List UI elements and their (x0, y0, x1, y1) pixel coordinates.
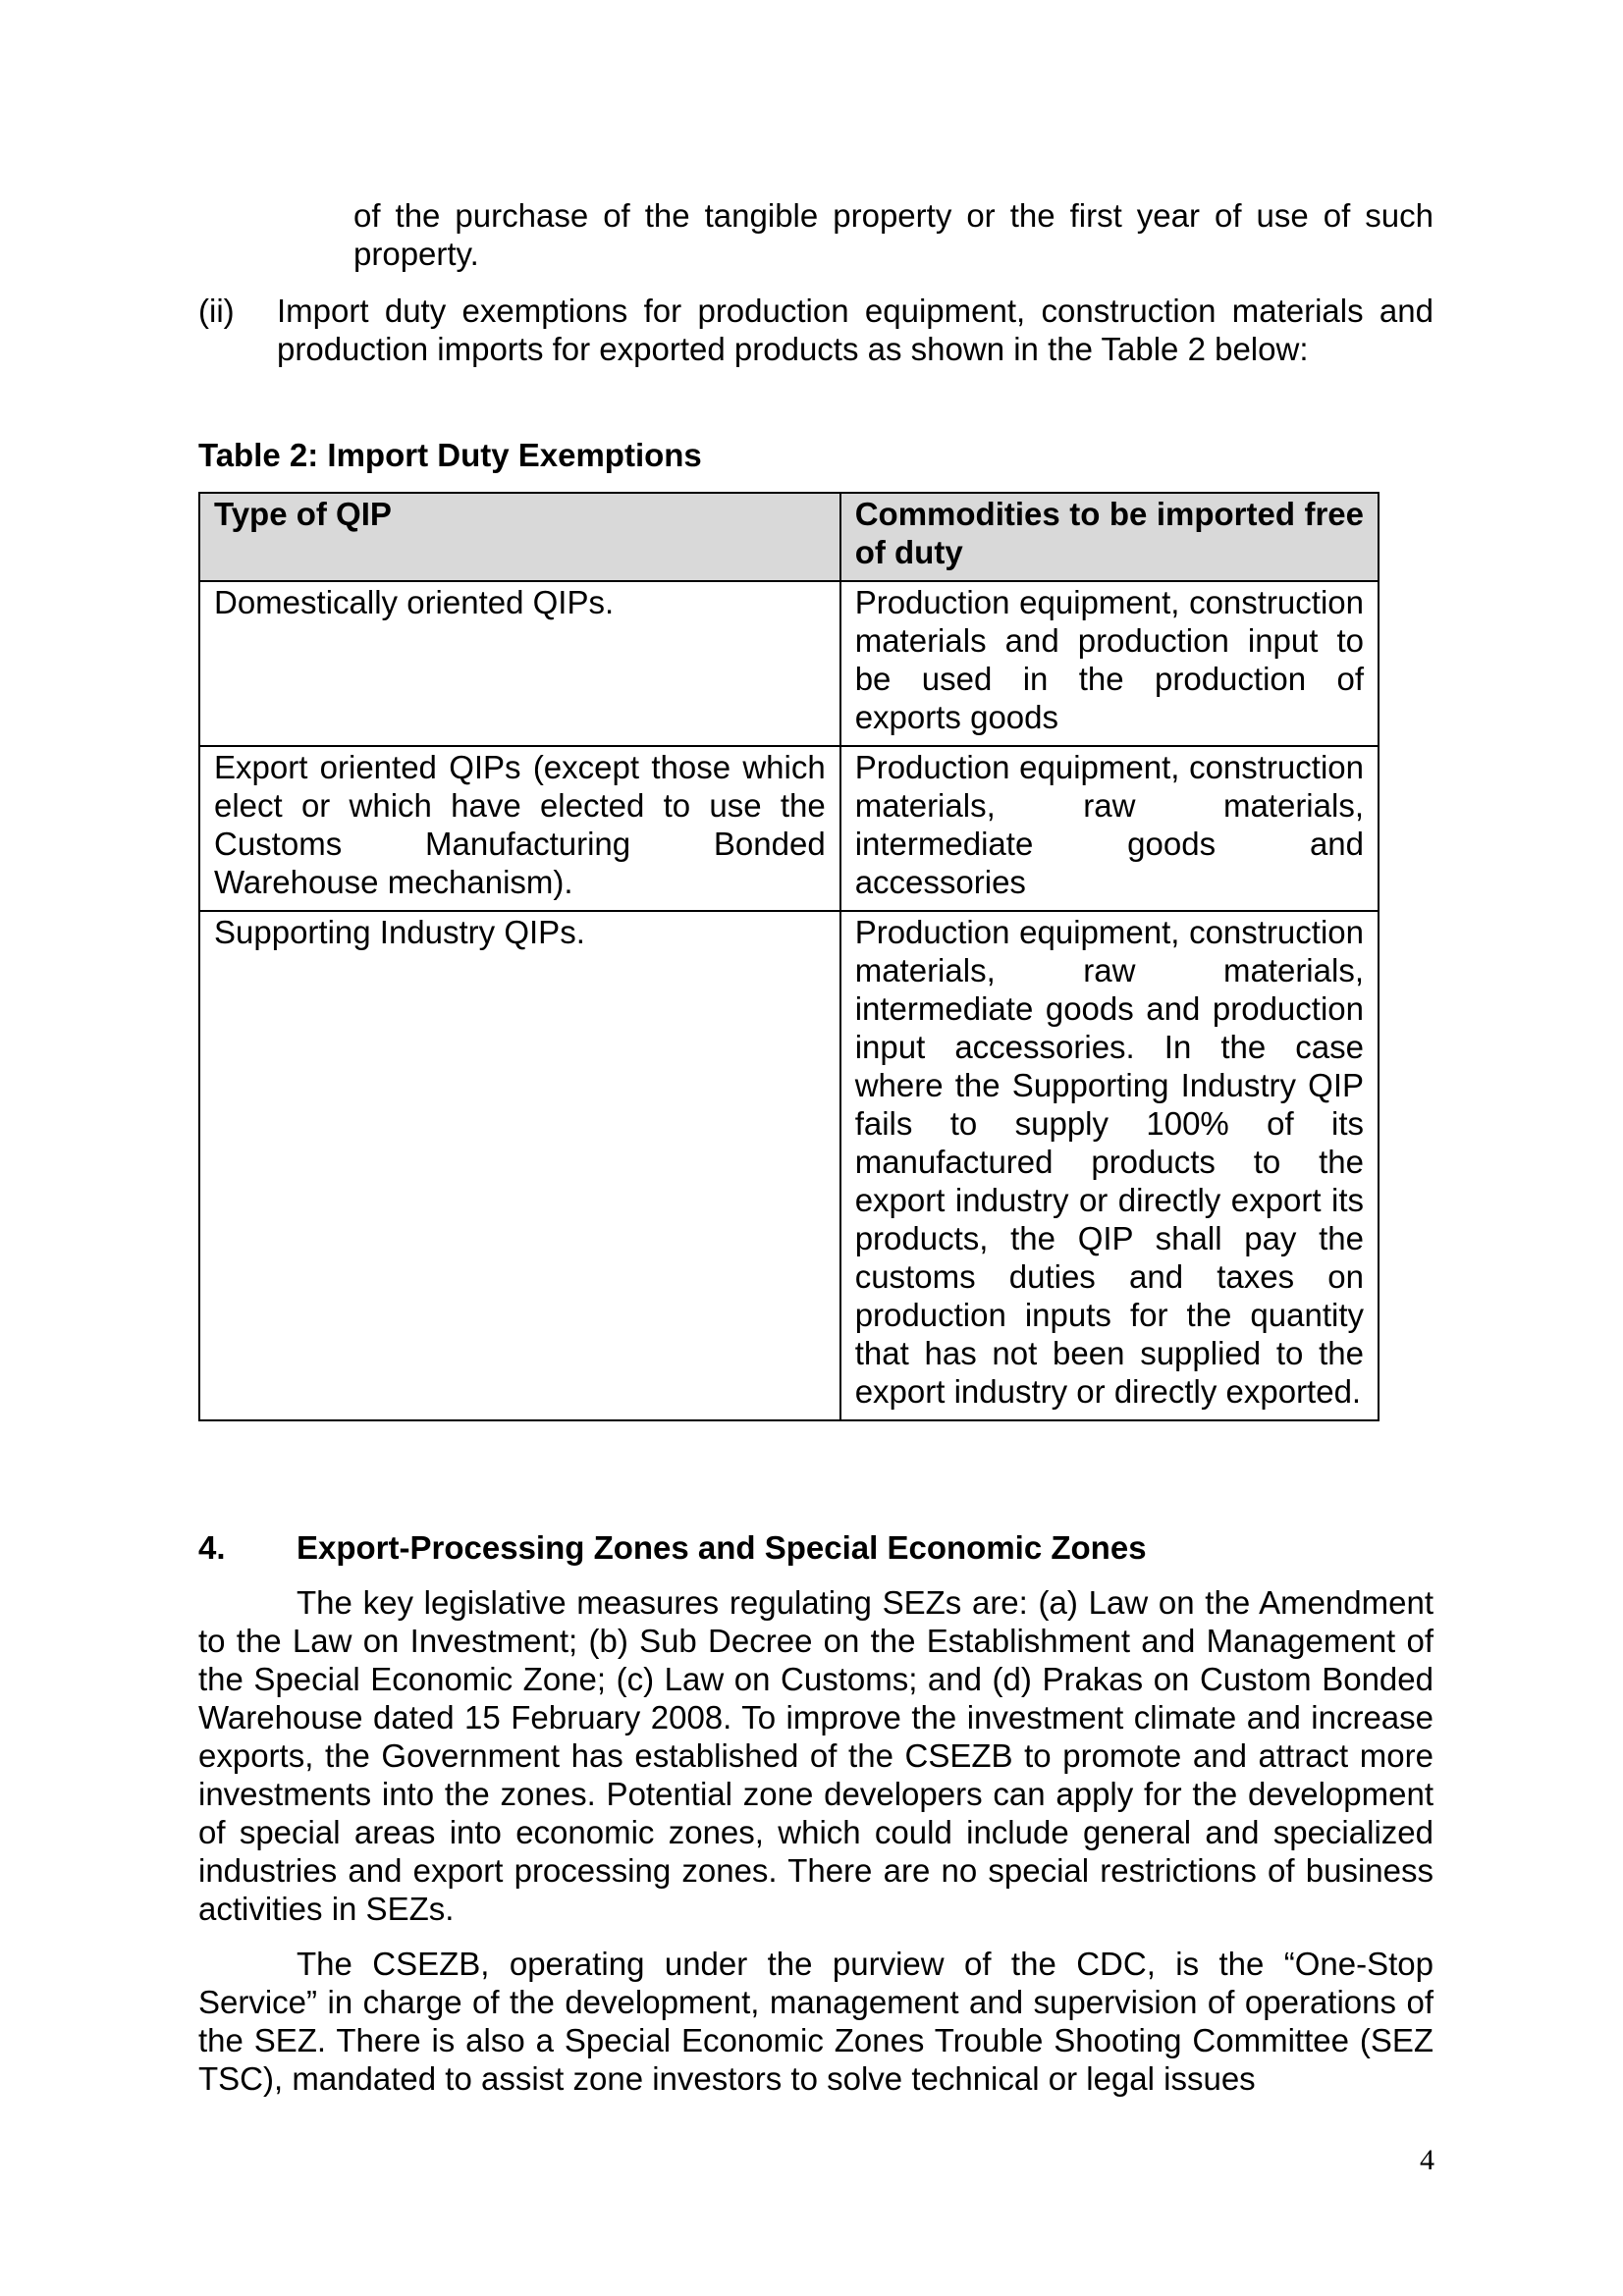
table-header-commodities: Commodities to be imported free of duty (840, 493, 1379, 581)
section-number: 4. (198, 1529, 226, 1566)
table-cell-type: Domestically oriented QIPs. (199, 581, 840, 746)
body-paragraph: The CSEZB, operating under the purview of the CDC, is the “One-Stop Service” in charge of the development, management and supervision of operations of the SEZ. There is also a Special Economic Zones Trouble Shooting Committee (SEZ TSC), mandated to assist zone investors to solve technical or legal issues (198, 1946, 1434, 2097)
table-cell-type: Export oriented QIPs (except those which elect or which have elected to use the Customs Manufacturing Bonded Warehouse mechanism). (199, 746, 840, 911)
table-header-row (199, 493, 1379, 581)
table-cell-commodities: Production equipment, construction materials, raw materials, intermediate goods and accessories (840, 746, 1379, 911)
section-heading (198, 1528, 1147, 1567)
table-cell-commodities: Production equipment, construction materials and production input to be used in the production of exports goods (840, 581, 1379, 746)
section-title: Export-Processing Zones and Special Economic Zones (297, 1529, 1147, 1566)
table-row (199, 911, 1379, 1420)
import-duty-table (198, 492, 1380, 1421)
continuation-paragraph: of the purchase of the tangible property or the first year of use of such property. (353, 197, 1434, 272)
table-row (199, 746, 1379, 911)
table-row (199, 581, 1379, 746)
table-header-type: Type of QIP (199, 493, 840, 581)
table-cell-type: Supporting Industry QIPs. (199, 911, 840, 1420)
table-cell-commodities: Production equipment, construction materials, raw materials, intermediate goods and production input accessories. In the case where the Supporting Industry QIP fails to supply 100% of its manufactured products to the export industry or directly export its products, the QIP shall pay the customs duties and taxes on production inputs for the quantity that has not been supplied to the export industry or directly exported. (840, 911, 1379, 1420)
list-item-text: Import duty exemptions for production equipment, construction materials and production imports for exported products as shown in the Table 2 below: (277, 293, 1434, 367)
list-item-number: (ii) (198, 293, 235, 329)
table-caption: Table 2: Import Duty Exemptions (198, 437, 702, 473)
page-number: 4 (1420, 2144, 1434, 2176)
body-paragraph: The key legislative measures regulating SEZs are: (a) Law on the Amendment to the Law on Investment; (b) Sub Decree on the Establishment and Management of the Special Economic Zone; (c) Law on Customs; and (d) Prakas on Custom Bonded Warehouse dated 15 February 2008. To improve the investment climate and increase exports, the Government has established of the CSEZB to promote and attract more investments into the zones. Potential zone developers can apply for the development of special areas into economic zones, which could include general and specialized industries and export processing zones. There are no special restrictions of business activities in SEZs. (198, 1584, 1434, 1927)
